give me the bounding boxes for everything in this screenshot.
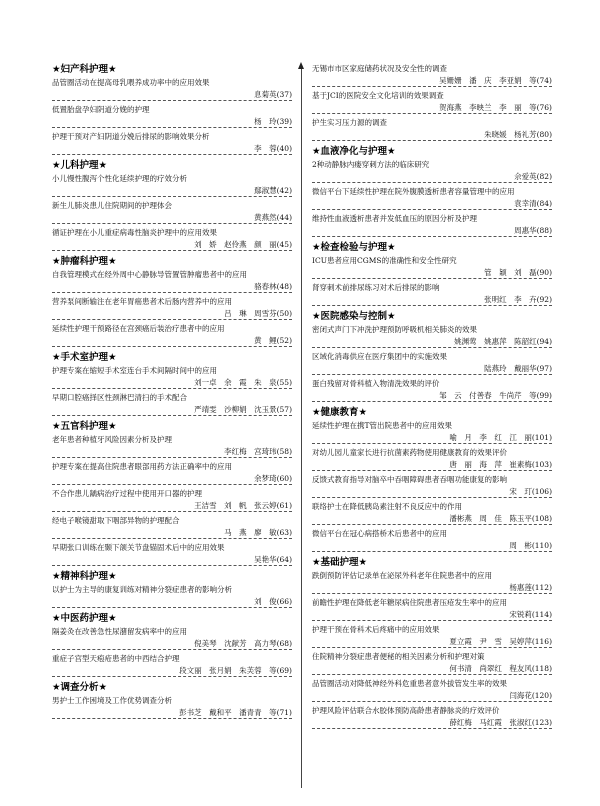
entry-title: 对幼儿园儿童家长进行抗菌素药物使用健康教育的效果评价	[312, 448, 507, 457]
entry-title: 护理干预在骨科术后疼痛中的应用效果	[312, 625, 440, 634]
entry-authors: 管 颖 刘 磊(90)	[312, 267, 552, 280]
toc-section	[52, 255, 292, 347]
toc-entry	[312, 624, 552, 648]
entry-title: 肾穿刺术前排尿练习对术后排尿的影响	[312, 283, 440, 292]
toc-entry	[52, 653, 292, 677]
toc-entry	[312, 117, 552, 141]
entry-authors: 王洁雪 刘 帆 张云婷(61)	[52, 500, 292, 513]
entry-authors: 袁幸清(84)	[312, 198, 552, 211]
section-heading: ★儿科护理★	[52, 160, 108, 171]
toc-entry	[52, 695, 292, 719]
toc-entry	[312, 528, 552, 552]
entry-title: 护生实习压力源的调查	[312, 118, 387, 127]
entry-authors: 鄢淑慧(42)	[52, 185, 292, 198]
entry-title: 营养泵间断输注在老年胃癌患者术后肠内营养中的应用	[52, 297, 232, 306]
toc-section	[312, 63, 552, 141]
toc-entry	[52, 515, 292, 539]
entry-title: 以护士为主导的康复训练对精神分裂症患者的影响分析	[52, 585, 232, 594]
toc-entry	[52, 365, 292, 389]
section-heading-label: 血液净化与护理	[320, 146, 388, 157]
toc-entry	[52, 323, 292, 347]
entry-authors: 姚渊莺 姚惠萍 陈韶红(94)	[312, 336, 552, 349]
section-heading: ★精神科护理★	[52, 571, 117, 582]
entry-authors: 张明红 李 卉(92)	[312, 294, 552, 307]
entry-title: 维持性血液透析患者并发低血压的原因分析及护理	[312, 214, 477, 223]
entry-title: 自我管理模式在经外周中心静脉导管置管肿瘤患者中的应用	[52, 270, 247, 279]
toc-entry	[52, 392, 292, 416]
entry-authors: 何书清 尚翠红 程友风(118)	[312, 663, 552, 676]
section-heading-label: 中医药护理	[60, 613, 109, 624]
entry-authors: 周 彬(110)	[312, 540, 552, 553]
toc-entry	[312, 90, 552, 114]
section-heading-label: 手术室护理	[60, 352, 109, 363]
entry-title: 护理干预对产妇阴道分娩后排尿的影响效果分析	[52, 132, 210, 141]
entry-authors: 彭书芝 戴和平 潘青青 等(71)	[52, 707, 292, 720]
entry-title: 微信平台在冠心病搭桥术后患者中的应用	[312, 529, 447, 538]
toc-entry	[312, 705, 552, 729]
entry-authors: 薛红梅 马红霞 张淑红(123)	[312, 717, 552, 730]
right-column	[312, 63, 552, 733]
entry-authors: 吴艳华(64)	[52, 554, 292, 567]
toc-entry	[52, 542, 292, 566]
entry-title: 循证护理在小儿重症病毒性脑炎护理中的应用效果	[52, 228, 217, 237]
entry-authors: 杨惠莲(112)	[312, 582, 552, 595]
section-heading: ★检查检验与护理★	[312, 242, 396, 253]
entry-authors: 黄燕然(44)	[52, 212, 292, 225]
entry-authors: 段文丽 张月娟 朱芙蓉 等(69)	[52, 665, 292, 678]
toc-entry	[312, 63, 552, 87]
toc-entry	[312, 324, 552, 348]
section-heading-label: 检查检验与护理	[320, 242, 388, 253]
entry-authors: 倪美琴 沈献芳 高力琴(68)	[52, 638, 292, 651]
toc-entry	[52, 104, 292, 128]
toc-entry	[312, 678, 552, 702]
toc-entry	[312, 420, 552, 444]
toc-entry	[52, 434, 292, 458]
entry-title: 蛋白残留对骨科植入物清洗效果的评价	[312, 379, 440, 388]
entry-title: 前瞻性护理在降低老年糖尿病住院患者压疮发生率中的应用	[312, 598, 507, 607]
entry-title: 早期口腔癌择区性颈淋巴清扫的手术配合	[52, 393, 187, 402]
entry-title: 隔姜灸在改善急性尿潴留发病率中的应用	[52, 627, 187, 636]
entry-title: 小儿慢性腹泻个性化延续护理的疗效分析	[52, 174, 187, 183]
entry-title: 护理专案在缩短手术室连台手术间隔时间中的应用	[52, 366, 217, 375]
entry-authors: 黄 鲤(52)	[52, 335, 292, 348]
entry-title: 重症子宫型天疱疮患者的中西结合护理	[52, 654, 180, 663]
entry-title: 反馈式教育指导对脑卒中吞咽障碍患者吞咽功能康复的影响	[312, 475, 507, 484]
entry-title: 基于JCI的医院安全文化培训的效果调查	[312, 91, 444, 100]
entry-title: 跌倒预防评估记录单在泌尿外科老年住院患者中的应用	[312, 571, 492, 580]
toc-section	[52, 159, 292, 251]
entry-authors: 杨 玲(39)	[52, 116, 292, 129]
toc-section	[52, 681, 292, 719]
section-heading-label: 医院感染与控制	[320, 311, 388, 322]
toc-section	[52, 570, 292, 608]
toc-section	[312, 556, 552, 729]
section-heading-label: 五官科护理	[60, 421, 109, 432]
entry-authors: 唐 丽 海 萍 崔素梅(103)	[312, 459, 552, 472]
entry-authors: 余梦琦(60)	[52, 473, 292, 486]
entry-authors: 贺海燕 李映兰 李 丽 等(76)	[312, 102, 552, 115]
toc-section	[52, 63, 292, 155]
toc-entry	[312, 213, 552, 237]
entry-title: 低置胎盘孕妇阴道分娩的护理	[52, 105, 150, 114]
entry-authors: 刘一卓 余 霞 朱 泉(55)	[52, 377, 292, 390]
toc-entry	[52, 173, 292, 197]
entry-title: 护理专案在提高住院患者眼部用药方法正确率中的应用	[52, 462, 232, 471]
toc-section	[52, 612, 292, 677]
entry-title: 男护士工作困境及工作优势调查分析	[52, 696, 172, 705]
entry-authors: 马 燕 廖 敏(63)	[52, 527, 292, 540]
left-column	[52, 63, 292, 723]
toc-entry	[312, 597, 552, 621]
entry-authors: 骆春林(48)	[52, 281, 292, 294]
toc-section	[312, 241, 552, 306]
entry-authors: 宋锐莉(114)	[312, 609, 552, 622]
section-heading: ★妇产科护理★	[52, 64, 117, 75]
entry-authors: 李红梅 宫琦玮(58)	[52, 446, 292, 459]
toc-entry	[312, 378, 552, 402]
section-heading-label: 妇产科护理	[60, 64, 109, 75]
entry-title: 密闭式声门下冲洗护理预防呼吸机相关肺炎的效果	[312, 325, 477, 334]
section-heading: ★基础护理★	[312, 557, 368, 568]
toc-section	[312, 310, 552, 402]
toc-entry	[52, 269, 292, 293]
entry-title: 区域化消毒供应在医疗集团中的实施效果	[312, 352, 447, 361]
entry-title: 微信平台下延续性护理在院外腹膜透析患者容量管理中的应用	[312, 187, 515, 196]
section-heading: ★医院感染与控制★	[312, 311, 396, 322]
toc-section	[52, 351, 292, 416]
entry-title: 品管圈活动对降低神经外科危重患者意外拔管发生率的效果	[312, 679, 507, 688]
toc-entry	[52, 296, 292, 320]
section-heading: ★手术室护理★	[52, 352, 117, 363]
entry-authors: 吴姗姗 潘 庆 李亚娟 等(74)	[312, 75, 552, 88]
column-divider	[301, 66, 302, 788]
toc-entry	[52, 461, 292, 485]
section-heading-label: 肿瘤科护理	[60, 256, 109, 267]
entry-authors: 闫海花(120)	[312, 690, 552, 703]
entry-authors: 佘爱英(82)	[312, 171, 552, 184]
toc-entry	[312, 651, 552, 675]
section-heading: ★血液净化与护理★	[312, 146, 396, 157]
section-heading: ★调查分析★	[52, 682, 108, 693]
entry-title: 品管圈活动在提高母乳喂养成功率中的应用效果	[52, 78, 210, 87]
entry-title: 早期张口训练在颞下颌关节盘锚固术后中的应用效果	[52, 543, 225, 552]
toc-entry	[312, 447, 552, 471]
toc-entry	[312, 474, 552, 498]
toc-entry	[312, 501, 552, 525]
toc-section	[312, 145, 552, 237]
entry-authors: 严靖雯 沙柳娟 沈玉景(57)	[52, 404, 292, 417]
section-heading: ★肿瘤科护理★	[52, 256, 117, 267]
toc-entry	[312, 159, 552, 183]
toc-entry	[312, 570, 552, 594]
entry-title: 老年患者种植牙风险因素分析及护理	[52, 435, 172, 444]
entry-authors: 宋 玎(106)	[312, 486, 552, 499]
toc-entry	[312, 282, 552, 306]
entry-authors: 夏立霞 尹 雪 吴婷萍(116)	[312, 636, 552, 649]
section-heading: ★中医药护理★	[52, 613, 117, 624]
entry-title: 护理风险评估联合水胶体预防高龄患者静脉炎的疗效评价	[312, 706, 500, 715]
toc-entry	[312, 186, 552, 210]
section-heading-label: 精神科护理	[60, 571, 109, 582]
toc-entry	[52, 227, 292, 251]
entry-title: 无锡市市区家庭储药状况及安全性的调查	[312, 64, 447, 73]
toc-entry	[52, 77, 292, 101]
section-heading-label: 基础护理	[320, 557, 359, 568]
entry-title: ICU患者应用CGMS的准确性和安全性研究	[312, 256, 457, 265]
toc-section	[52, 420, 292, 566]
entry-authors: 刘 娇 赵伶燕 颜 丽(45)	[52, 239, 292, 252]
entry-title: 住院精神分裂症患者便秘的相关因素分析和护理对策	[312, 652, 485, 661]
toc-entry	[52, 626, 292, 650]
toc-section	[312, 406, 552, 552]
entry-title: 经电子喉镜甜取下咽部异物的护理配合	[52, 516, 180, 525]
section-heading-label: 调查分析	[60, 682, 99, 693]
entry-authors: 朱晓媛 杨礼芳(80)	[312, 129, 552, 142]
entry-authors: 息菊英(37)	[52, 89, 292, 102]
entry-title: 联络护士在降低胰岛素注射不良反应中的作用	[312, 502, 462, 511]
entry-authors: 刘 俊(66)	[52, 596, 292, 609]
entry-title: 延续性护理在携T管出院患者中的应用效果	[312, 421, 453, 430]
toc-entry	[52, 131, 292, 155]
section-heading: ★五官科护理★	[52, 421, 117, 432]
entry-authors: 李 蓉(40)	[52, 143, 292, 156]
section-heading-label: 儿科护理	[60, 160, 99, 171]
toc-entry	[52, 584, 292, 608]
toc-entry	[312, 351, 552, 375]
entry-title: 不合作患儿龋病治疗过程中使用开口器的护理	[52, 489, 202, 498]
entry-title: 新生儿肺炎患儿住院期间的护理体会	[52, 201, 172, 210]
entry-title: 延续性护理干预路径在宫颈癌后装治疗患者中的应用	[52, 324, 225, 333]
entry-authors: 邹 云 付善春 牛尚芹 等(99)	[312, 390, 552, 403]
toc-entry	[312, 255, 552, 279]
toc-entry	[52, 488, 292, 512]
entry-authors: 吕 琳 周雪芬(50)	[52, 308, 292, 321]
entry-authors: 周惠华(88)	[312, 225, 552, 238]
toc-entry	[52, 200, 292, 224]
entry-authors: 陆燕玲 戴丽华(97)	[312, 363, 552, 376]
entry-authors: 潘彬燕 周 佳 陈玉平(108)	[312, 513, 552, 526]
section-heading: ★健康教育★	[312, 407, 368, 418]
section-heading-label: 健康教育	[320, 407, 359, 418]
entry-authors: 喻 月 李 红 江 丽(101)	[312, 432, 552, 445]
entry-title: 2种动静脉内瘘穿刺方法的临床研究	[312, 160, 430, 169]
